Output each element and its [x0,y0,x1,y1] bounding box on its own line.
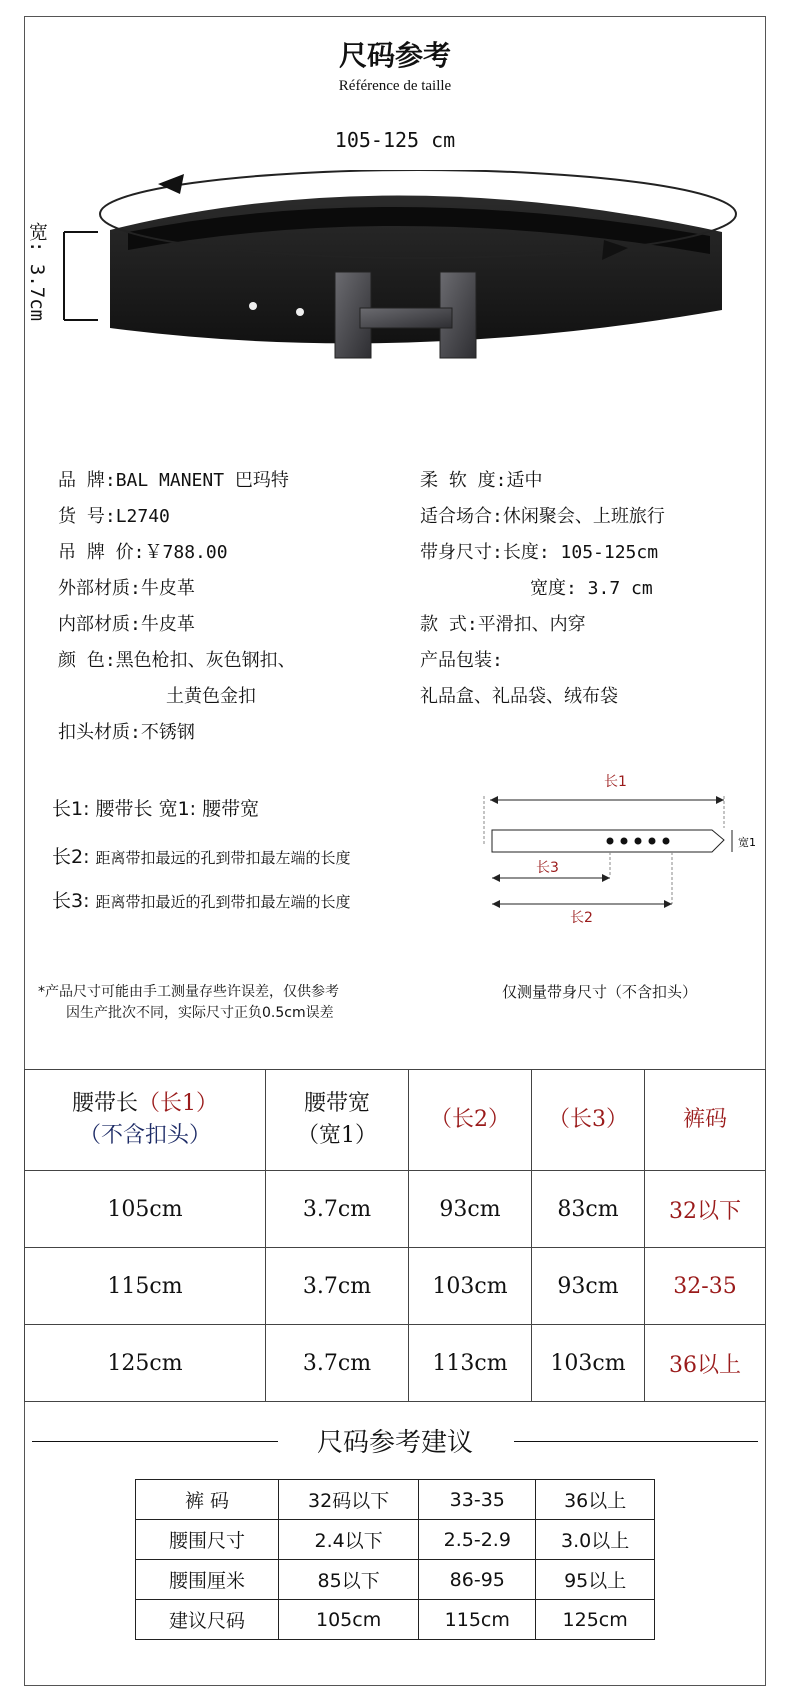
cell-length: 125cm [25,1325,266,1402]
legend-line-2: 长2: 距离带扣最远的孔到带扣最左端的长度 [52,846,351,868]
recommend-table [135,1479,655,1640]
rec-cell: 86-95 [419,1560,536,1600]
spec-size: 带身尺寸:长度: 105-125cm [420,542,659,563]
spec-outer-material: 外部材质:牛皮革 [58,578,195,599]
spec-softness: 柔 软 度:适中 [420,470,543,491]
rec-cell: 32码以下 [279,1480,419,1520]
diagram-l2-label: 长2 [570,910,593,926]
note-line-2: 因生产批次不同，实际尺寸正负0.5cm误差 [66,1005,334,1021]
page-subtitle: Référence de taille [338,78,452,94]
spec-occasion: 适合场合:休闲聚会、上班旅行 [420,506,665,527]
spec-brand: 品 牌:BAL MANENT 巴玛特 [58,470,289,491]
cell-l2: 93cm [409,1171,532,1248]
rec-label: 腰围厘米 [136,1560,279,1600]
header-belt-length: 腰带长（长1） （不含扣头） [25,1070,266,1171]
legend-line-1: 长1: 腰带长 宽1: 腰带宽 [52,798,260,820]
table-row [136,1480,655,1520]
page-title: 尺码参考 [338,39,451,72]
length-range: 105-125 cm [334,128,456,152]
cell-l3: 93cm [532,1248,645,1325]
size-table [24,1069,766,1402]
cell-width: 3.7cm [266,1248,409,1325]
rec-cell: 95以上 [536,1560,655,1600]
spec-inner-material: 内部材质:牛皮革 [58,614,195,635]
rec-cell: 33-35 [419,1480,536,1520]
rec-cell: 3.0以上 [536,1520,655,1560]
spec-size-width: 宽度: 3.7 cm [530,578,653,599]
width-bracket [64,232,98,320]
header-pants-size: 裤码 [645,1070,766,1171]
cell-width: 3.7cm [266,1171,409,1248]
rec-cell: 85以下 [279,1560,419,1600]
table-row [136,1600,655,1640]
rec-label: 腰围尺寸 [136,1520,279,1560]
recommend-title: 尺码参考建议 [316,1428,473,1458]
header-l2: （长2） [409,1070,532,1171]
belt-illustration [0,170,790,400]
diagram-l3-label: 长3 [536,860,559,876]
diagram-w1-label: 宽1 [738,836,756,849]
rec-cell: 115cm [419,1600,536,1640]
table-row [25,1248,766,1325]
spec-model: 货 号:L2740 [58,506,170,527]
rec-cell: 105cm [279,1600,419,1640]
spec-color: 颜 色:黑色枪扣、灰色钢扣、 [58,650,296,671]
rec-cell: 125cm [536,1600,655,1640]
cell-pants-size: 32以下 [645,1171,766,1248]
rec-cell: 2.4以下 [279,1520,419,1560]
table-row [136,1560,655,1600]
note-line-1: *产品尺寸可能由手工测量存些许误差，仅供参考 [38,984,339,1000]
cell-l3: 83cm [532,1171,645,1248]
diagram-caption: 仅测量带身尺寸（不含扣头） [502,983,698,1001]
cell-length: 115cm [25,1248,266,1325]
measurement-diagram [476,768,776,928]
cell-length: 105cm [25,1171,266,1248]
spec-color-cont: 土黄色金扣 [166,686,256,707]
spec-style: 款 式:平滑扣、内穿 [420,614,586,635]
cell-l2: 113cm [409,1325,532,1402]
section-rule-right [514,1441,758,1442]
cell-pants-size: 36以上 [645,1325,766,1402]
cell-l2: 103cm [409,1248,532,1325]
rec-cell: 2.5-2.9 [419,1520,536,1560]
cell-width: 3.7cm [266,1325,409,1402]
header-belt-width: 腰带宽 （宽1） [266,1070,409,1171]
table-row [25,1171,766,1248]
spec-packaging-cont: 礼品盒、礼品袋、绒布袋 [420,686,618,707]
spec-packaging: 产品包装: [420,650,503,671]
rec-label: 建议尺码 [136,1600,279,1640]
spec-buckle-material: 扣头材质:不锈钢 [58,722,195,743]
rec-cell: 36以上 [536,1480,655,1520]
cell-l3: 103cm [532,1325,645,1402]
spec-price: 吊 牌 价:￥788.00 [58,542,228,563]
rec-label: 裤 码 [136,1480,279,1520]
diagram-l1-label: 长1 [604,774,627,790]
legend-line-3: 长3: 距离带扣最近的孔到带扣最左端的长度 [52,890,351,912]
table-row [136,1520,655,1560]
size-table-header [25,1070,766,1171]
table-row [25,1325,766,1402]
width-label: 宽: 3.7cm [26,222,48,322]
header-l3: （长3） [532,1070,645,1171]
cell-pants-size: 32-35 [645,1248,766,1325]
